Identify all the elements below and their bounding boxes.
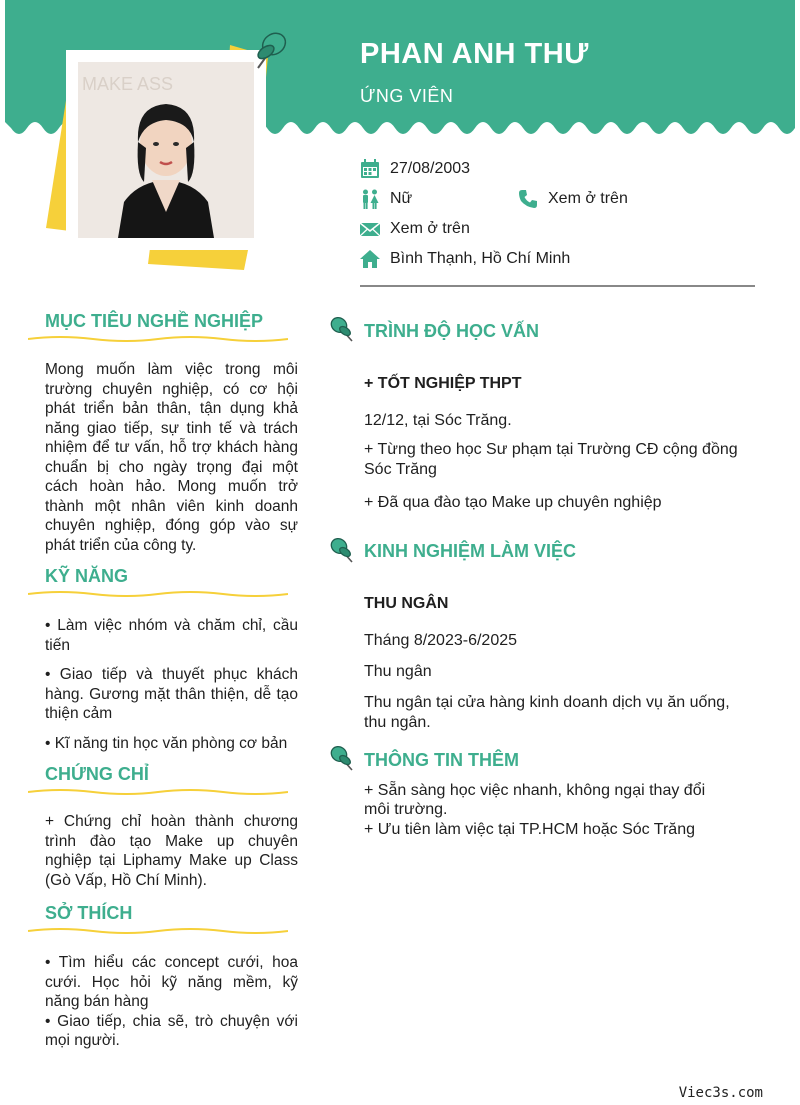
address-text: Bình Thạnh, Hồ Chí Minh [390, 250, 571, 267]
extra-title: THÔNG TIN THÊM [364, 750, 519, 770]
education-line-3: + Đã qua đào tạo Make up chuyên nghiệp [364, 494, 662, 511]
hobby-item: • Tìm hiểu các concept cưới, hoa cưới. Học hỏi kỹ năng mềm, kỹ năng bán hàng [45, 954, 298, 1010]
email-text: Xem ở trên [390, 220, 470, 237]
footer-site: Viec3s.com [678, 1085, 763, 1101]
objective-section [28, 311, 298, 555]
gender-text: Nữ [390, 190, 413, 207]
education-heading: + TỐT NGHIỆP THPT [364, 375, 522, 392]
experience-title: KINH NGHIỆM LÀM VIỆC [364, 541, 577, 561]
objective-title: MỤC TIÊU NGHỀ NGHIỆP [45, 311, 264, 331]
home-icon [360, 249, 380, 269]
certificates-section [28, 764, 298, 890]
skill-item: • Kĩ năng tin học văn phòng cơ bản [45, 734, 288, 752]
skills-title: KỸ NĂNG [45, 566, 129, 586]
hobbies-section [28, 903, 298, 1051]
skills-section [28, 566, 298, 753]
extra-line-1: + Sẵn sàng học việc nhanh, không ngại thay đổi môi trường. [364, 782, 706, 818]
hobbies-title: SỞ THÍCH [45, 903, 133, 923]
hobbies-list [45, 953, 298, 1051]
objective-text: Mong muốn làm việc trong môi trường chuyên nghiệp, có cơ hội phát triển bản thân, tận dụng khả năng giao tiếp, sự tinh tế và trách nhiệm để tư vấn, hỗ trợ khách hàng chuẩn bị cho ngày trọng đại một cách hoàn hảo. Mong muốn trở thành một nhân viên kinh doanh chuyên nghiệp, đóng góp vào sự phát triển của công ty. [45, 361, 298, 554]
skills-list [45, 616, 298, 753]
envelope-icon [360, 219, 380, 239]
certificates-text: + Chứng chỉ hoàn thành chương trình đào tạo Make up chuyên nghiệp tại Liphamy Make up Class (Gò Vấp, Hồ Chí Minh). [45, 813, 298, 889]
gender-icon [360, 189, 380, 209]
certificates-underline [28, 787, 288, 797]
extra-line-2: + Ưu tiên làm việc tại TP.HCM hoặc Sóc Trăng [364, 821, 695, 838]
contact-divider [360, 285, 755, 287]
birthdate-text: 27/08/2003 [390, 160, 471, 177]
education-title: TRÌNH ĐỘ HỌC VẤN [364, 321, 539, 341]
photo-frame [66, 50, 266, 250]
experience-pin-icon [328, 535, 356, 570]
education-line-1: 12/12, tại Sóc Trăng. [364, 412, 512, 429]
photo-backdrop-text: MAKE ASS [82, 74, 174, 94]
phone-text: Xem ở trên [548, 190, 628, 207]
candidate-photo [78, 62, 254, 238]
skills-underline [28, 589, 288, 599]
hobby-item: • Giao tiếp, chia sẽ, trò chuyện với mọi người. [45, 1012, 298, 1049]
candidate-name: PHAN ANH THƯ [360, 38, 589, 70]
experience-heading: THU NGÂN [364, 595, 449, 612]
education-pin-icon [328, 314, 356, 349]
certificates-title: CHỨNG CHỈ [45, 764, 149, 784]
photo-pin-icon [250, 26, 290, 77]
phone-icon [518, 189, 538, 209]
experience-position: Thu ngân [364, 663, 432, 680]
experience-period: Tháng 8/2023-6/2025 [364, 632, 518, 649]
education-line-2: + Từng theo học Sư phạm tại Trường CĐ cộng đồng Sóc Trăng [364, 441, 738, 478]
experience-description: Thu ngân tại cửa hàng kinh doanh dịch vụ ăn uống, thu ngân. [364, 694, 730, 731]
skill-item: • Giao tiếp và thuyết phục khách hàng. Gương mặt thân thiện, dễ tạo thiện cảm [45, 666, 298, 722]
candidate-role: ỨNG VIÊN [360, 86, 454, 106]
skill-item: • Làm việc nhóm và chăm chỉ, cầu tiến [45, 617, 298, 654]
hobbies-underline [28, 926, 288, 936]
objective-underline [28, 334, 288, 344]
calendar-icon [360, 159, 380, 179]
extra-pin-icon [328, 743, 356, 778]
